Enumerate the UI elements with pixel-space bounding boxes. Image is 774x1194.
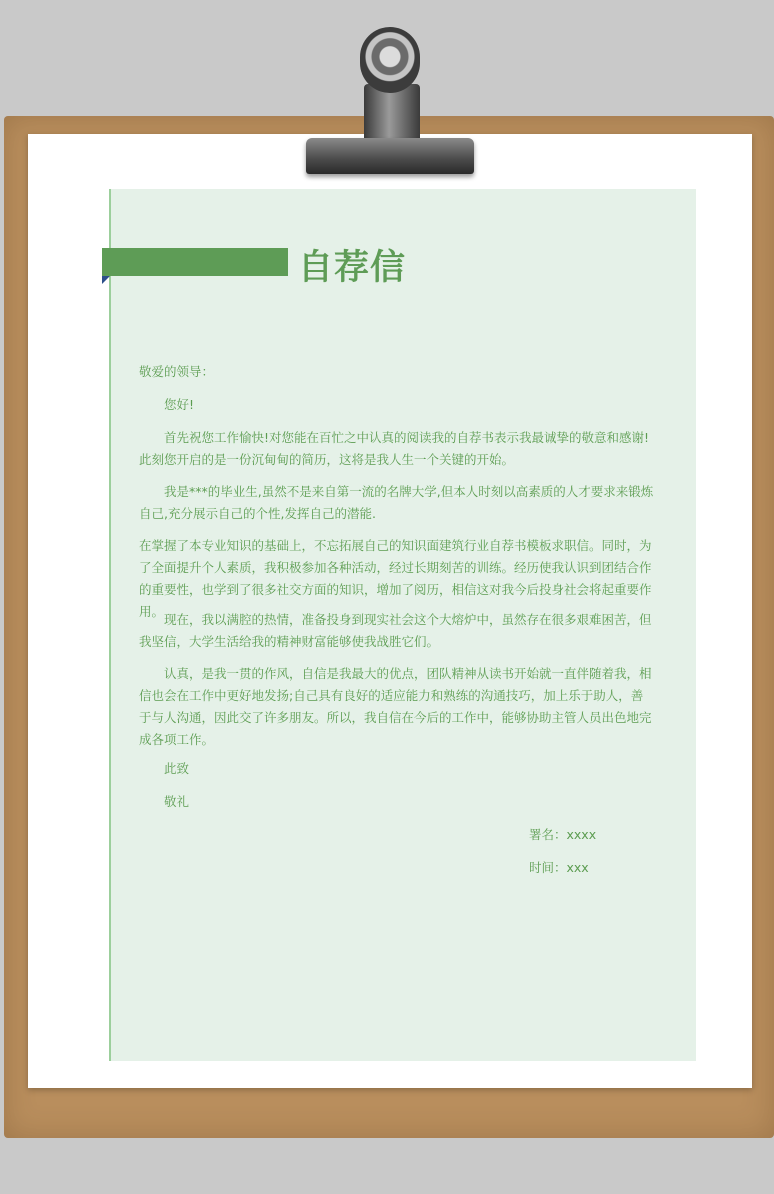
clip-neck: [364, 84, 420, 144]
letter-closing-1: 此致: [164, 761, 190, 776]
letter-paragraph-1: 首先祝您工作愉快!对您能在百忙之中认真的阅读我的自荐书表示我最诚挚的敬意和感谢!此刻您开启的是一份沉甸甸的简历，这将是我人生一个关键的开始。: [139, 430, 650, 467]
letter-paragraph-4: 现在，我以满腔的热情，准备投身到现实社会这个大熔炉中，虽然存在很多艰难困苦，但我坚信，大学生活给我的精神财富能够使我战胜它们。: [139, 612, 652, 649]
title-accent-bar: [102, 248, 288, 276]
clip-base: [306, 138, 474, 174]
clip-ring-icon: [360, 27, 420, 93]
letter-greeting: 您好!: [164, 397, 195, 412]
page-title: 自荐信: [298, 248, 407, 288]
letter-paragraph-5: 认真，是我一贯的作风，自信是我最大的优点，团队精神从读书开始就一直伴随着我，相信也会在工作中更好地发扬;自己具有良好的适应能力和熟练的沟通技巧，加上乐于助人，善于与人沟通，因此交了许多朋友。所以，我自信在今后的工作中，能够协助主管人员出色地完成各项工作。: [139, 666, 652, 747]
letter-date: 时间：xxx: [529, 860, 589, 875]
letter-paragraph-2: 我是***的毕业生,虽然不是来自第一流的名牌大学,但本人时刻以高素质的人才要求来锻炼自己,充分展示自己的个性,发挥自己的潜能.: [139, 484, 654, 521]
letter-salutation: 敬爱的领导：: [139, 364, 215, 379]
letter-paragraph-3: 在掌握了本专业知识的基础上，不忘拓展自己的知识面建筑行业自荐书模板求职信。同时，为了全面提升个人素质，我积极参加各种活动，经过长期刻苦的训练。经历使我认识到团结合作的重要性，也学到了很多社交方面的知识，增加了阅历，相信这对我今后投身社会将起重要作用。: [139, 538, 652, 619]
letter-closing-2: 敬礼: [164, 794, 190, 809]
title-accent-fold: [102, 276, 110, 284]
letter-signature: 署名：xxxx: [529, 827, 597, 842]
